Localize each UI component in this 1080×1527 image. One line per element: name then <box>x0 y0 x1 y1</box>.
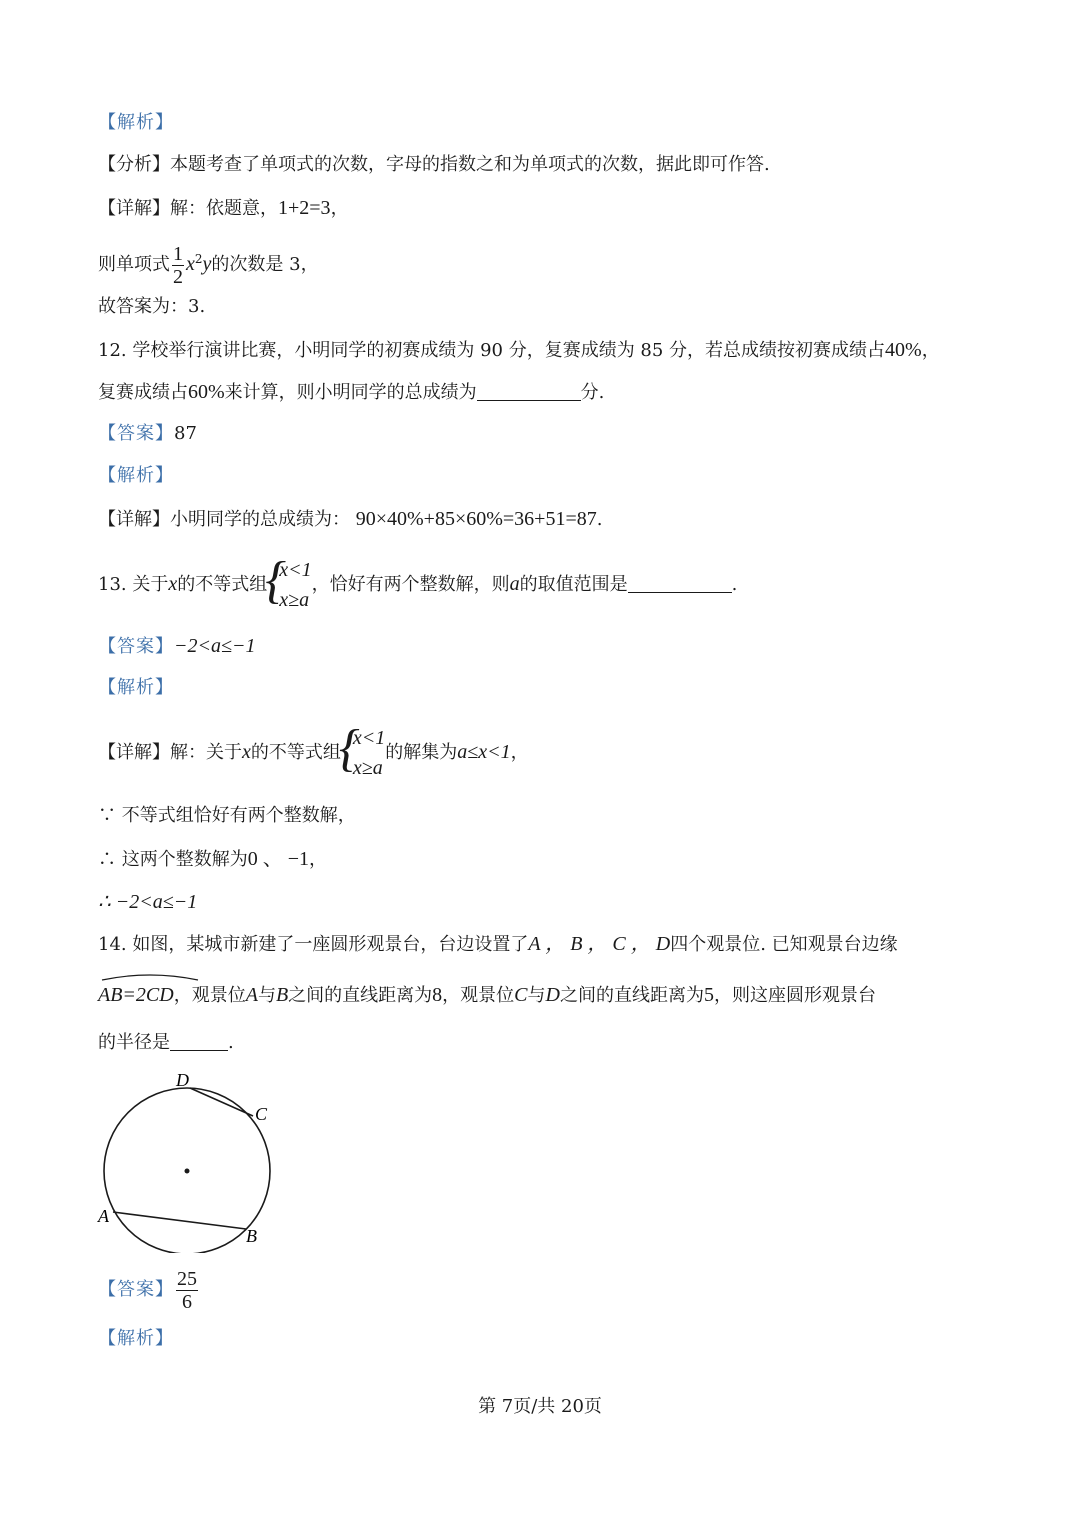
q14-answer <box>98 1264 200 1316</box>
q12-answer <box>98 421 197 447</box>
q14-answer-blank <box>170 1049 228 1051</box>
q14-line3-end: . <box>228 1032 234 1053</box>
q12-detail-end: . <box>596 509 603 530</box>
q13-detail-mid: 的不等式组 <box>250 742 341 763</box>
q14-with1: 与 <box>257 985 276 1006</box>
q14-D: D <box>545 984 560 1006</box>
q14-dist1: 之间的直线距离为 <box>288 985 433 1006</box>
chord-ab <box>113 1212 246 1229</box>
q13-detail-sol: a≤x<1 <box>457 741 511 763</box>
q11-detail-prefix: 解：依题意， <box>170 198 278 219</box>
q14-v1: 8 <box>432 984 443 1006</box>
page-footer: 第 7页/共 20页 <box>478 1396 602 1417</box>
circle-figure <box>90 1068 290 1253</box>
analysis-tag: 【解析】 <box>98 112 174 133</box>
q12-answer-blank <box>477 399 581 401</box>
q13-therefore1-b: 0 、 −1 <box>247 848 310 870</box>
answer-tag: 【答案】 <box>98 423 174 444</box>
label-b: B <box>246 1226 257 1246</box>
q13-therefore1-c: ， <box>309 849 328 870</box>
q12-pct1: 40% <box>885 339 922 361</box>
q14-line1-end: 四个观景位. 已知观景台边缘 <box>670 934 898 955</box>
q14-v2: 5 <box>703 984 714 1006</box>
q12-line2-a: 复赛成绩占 <box>98 382 188 403</box>
q14-stem-line3 <box>98 1030 234 1056</box>
q11-fenxi-text: 本题考查了单项式的次数，字母的指数之和为单项式的次数，据此即可作答. <box>170 154 770 175</box>
q13-detail-prefix: 解：关于 <box>170 742 242 763</box>
q12-detail <box>98 506 602 533</box>
q13-therefore2: ∴ −2<a≤−1 <box>98 891 198 913</box>
q14-line3: 的半径是 <box>98 1032 170 1053</box>
q14-points: A ， B ， C ， D <box>528 933 671 955</box>
q11-var-x: x <box>186 253 195 275</box>
q14-with2: 与 <box>527 985 546 1006</box>
q14-C: C <box>514 984 528 1006</box>
q13-prefix: 13. 关于 <box>98 574 169 595</box>
q14-A: A <box>245 984 258 1006</box>
q14-line2-b: ，观景位 <box>442 985 515 1006</box>
q13-detail-ineq2: x≥a <box>352 757 383 779</box>
answer-tag: 【答案】 <box>98 1279 174 1300</box>
q13-detail-ineq1: x<1 <box>352 727 386 749</box>
brace: { <box>265 552 287 609</box>
fenxi-tag: 【分析】 <box>98 154 170 175</box>
q11-frac-num: 1 <box>173 242 183 265</box>
q13-ineq1: x<1 <box>279 559 312 581</box>
arc-symbol <box>100 970 200 982</box>
q12-line1-a: 12. 学校举行演讲比赛，小明同学的初赛成绩为 90 分，复赛成绩为 85 分，若总成绩按初赛成绩占 <box>98 340 886 361</box>
circle-center <box>185 1169 190 1174</box>
q11-line2-prefix: 则单项式 <box>98 254 170 275</box>
q12-stem-line1 <box>98 337 940 364</box>
q12-detail-math: 90×40%+85×60%=36+51=87 <box>355 508 597 530</box>
analysis-tag: 【解析】 <box>98 465 174 486</box>
q11-exp: 2 <box>194 252 203 266</box>
detail-tag: 【详解】 <box>98 509 170 530</box>
q12-pct2: 60% <box>188 381 225 403</box>
detail-tag: 【详解】 <box>98 742 170 763</box>
q14-stem-line1 <box>98 931 898 958</box>
q14-answer-num: 25 <box>177 1267 197 1290</box>
q13-answer <box>98 633 255 660</box>
q13-answer-blank <box>628 591 732 593</box>
q13-therefore1 <box>98 846 327 873</box>
q13-mid: 的不等式组 <box>177 574 268 595</box>
q11-line2-suffix: 的次数是 3， <box>211 254 319 275</box>
q13-tail: 的取值范围是 <box>519 574 628 595</box>
q14-answer-den: 6 <box>182 1290 192 1313</box>
q11-analysis <box>98 152 770 178</box>
q11-monomial-line <box>98 234 319 290</box>
q11-detail <box>98 195 349 222</box>
q11-frac-den: 2 <box>173 265 183 288</box>
q13-stem <box>98 552 737 617</box>
q12-line2-b: 来计算，则小明同学的总成绩为 <box>224 382 477 403</box>
q14-stem-line2 <box>98 982 876 1009</box>
q13-answer-value: −2<a≤−1 <box>174 635 256 657</box>
label-c: C <box>255 1104 268 1124</box>
q13-detail-var-x: x <box>242 741 251 763</box>
q13-detail-system <box>338 720 386 783</box>
q14-line2-c: ，则这座圆形观景台 <box>713 985 876 1006</box>
q14-line2-a: ，观景位 <box>173 985 246 1006</box>
q11-fraction <box>172 243 184 288</box>
q14-answer-fraction <box>176 1268 198 1313</box>
q12-answer-value: 87 <box>174 423 197 444</box>
brace: { <box>338 720 360 777</box>
q13-detail <box>98 720 529 785</box>
q11-var-y: y <box>202 253 212 275</box>
analysis-tag: 【解析】 <box>98 677 174 698</box>
q12-line1-b: ， <box>921 340 940 361</box>
q13-var-x: x <box>168 573 178 595</box>
answer-tag: 【答案】 <box>98 636 174 657</box>
detail-tag: 【详解】 <box>98 198 170 219</box>
q12-line2-c: 分. <box>580 382 605 403</box>
q13-end: . <box>731 574 738 595</box>
chord-cd <box>190 1088 253 1116</box>
q13-because: ∵ 不等式组恰好有两个整数解， <box>98 805 356 826</box>
label-a: A <box>98 1206 109 1226</box>
q13-therefore1-a: ∴ 这两个整数解为 <box>98 849 248 870</box>
q12-stem-line2 <box>98 379 604 406</box>
q13-ineq2: x≥a <box>279 589 310 611</box>
q13-detail-after: 的解集为 <box>385 742 458 763</box>
q11-detail-suffix: ， <box>330 198 349 219</box>
q11-conclusion: 故答案为：3. <box>98 296 206 317</box>
analysis-tag: 【解析】 <box>98 1328 174 1349</box>
q14-line1: 14. 如图，某城市新建了一座圆形观景台，台边设置了 <box>98 934 529 955</box>
q14-arc-equation: AB=2CD <box>98 984 174 1006</box>
q13-detail-end: ， <box>510 742 529 763</box>
q13-after: ，恰好有两个整数解，则 <box>311 574 510 595</box>
label-d: D <box>176 1070 189 1090</box>
q11-detail-math: 1+2=3 <box>278 197 331 219</box>
q13-var-a: a <box>509 573 520 595</box>
q12-detail-text: 小明同学的总成绩为： <box>170 509 350 530</box>
q14-B: B <box>275 984 289 1006</box>
q14-dist2: 之间的直线距离为 <box>559 985 704 1006</box>
q13-inequality-system <box>265 552 312 615</box>
